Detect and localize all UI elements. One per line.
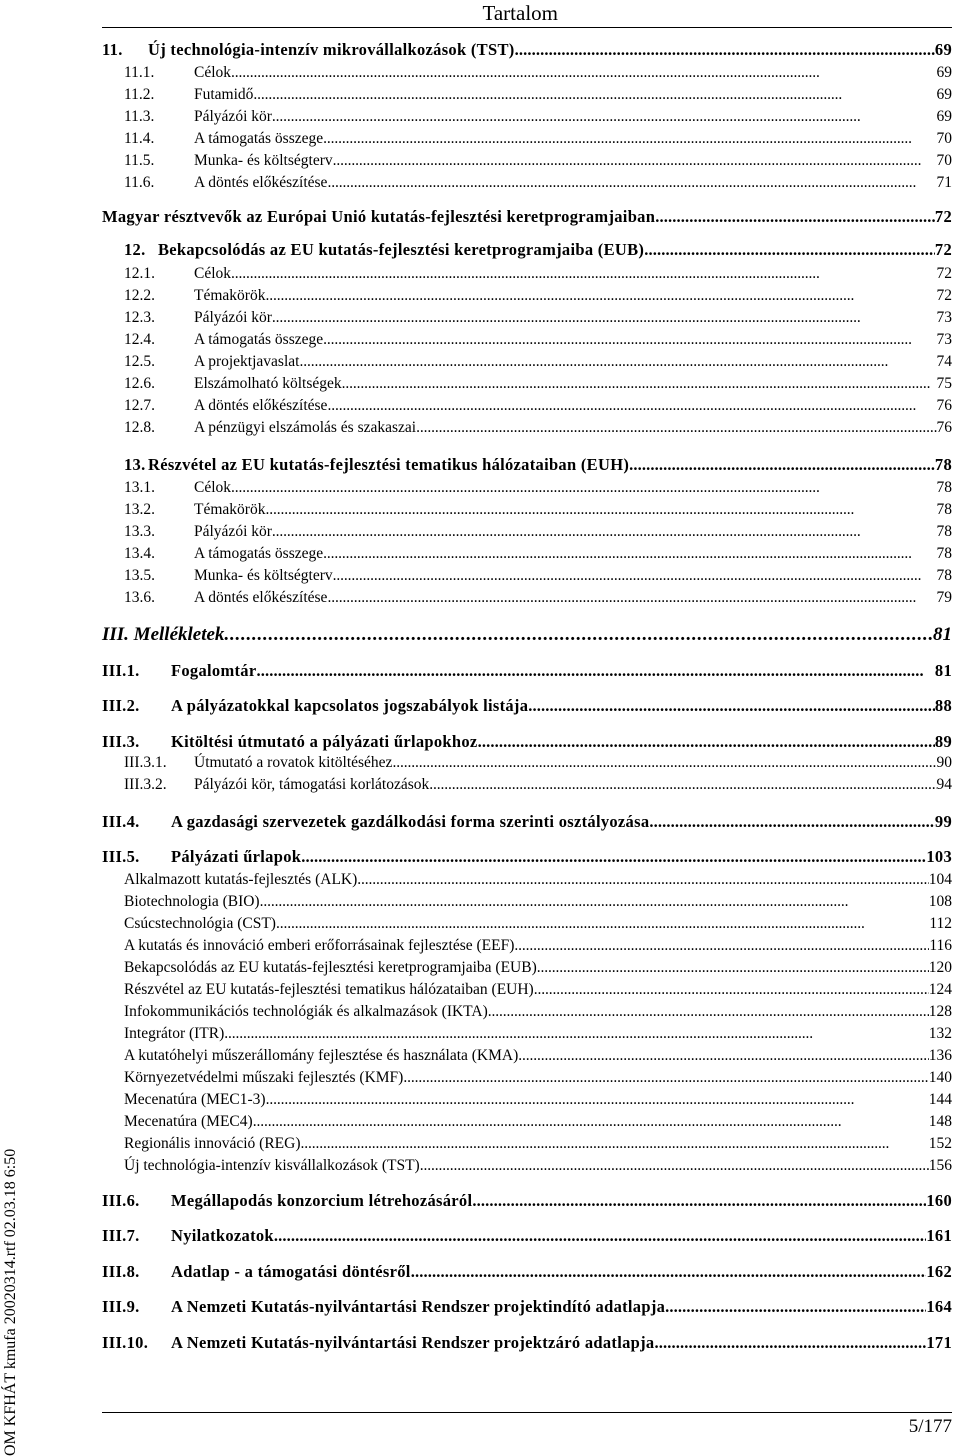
toc-entry[interactable]: A kutatás és innováció emberi erőforrásainak fejlesztése (EEF) . . . 116 <box>124 937 952 955</box>
toc-entry[interactable]: Alkalmazott kutatás-fejlesztés (ALK) . . . 104 <box>124 871 952 889</box>
toc-entry[interactable]: III.2. A pályázatokkal kapcsolatos jogszabályok listája . . . 88 <box>102 696 952 716</box>
toc-entry[interactable]: III.5. Pályázati űrlapok . . . 103 <box>102 847 952 867</box>
toc-entry[interactable]: 13.6. A döntés előkészítése . . . 79 <box>124 589 952 607</box>
toc-entry[interactable]: 12.3. Pályázói kör . . . 73 <box>124 309 952 327</box>
toc-entry[interactable]: 13.3. Pályázói kör . . . 78 <box>124 523 952 541</box>
toc-entry[interactable]: Bekapcsolódás az EU kutatás-fejlesztési keretprogramjaiba (EUB) . . . 120 <box>124 959 952 977</box>
toc-entry[interactable]: III.9. A Nemzeti Kutatás-nyilvántartási Rendszer projektindító adatlapja . . . 164 <box>102 1297 952 1317</box>
side-file-note: OM KFHÁT kmufa 20020314.rtf 02.03.18 6:50 <box>2 1148 19 1456</box>
toc-entry[interactable]: 12.8. A pénzügyi elszámolás és szakaszai . . . 76 <box>124 419 952 437</box>
toc-entry[interactable]: Regionális innováció (REG) . . . 152 <box>124 1135 952 1153</box>
footer-divider <box>102 1412 952 1413</box>
toc-entry[interactable]: Magyar résztvevők az Európai Unió kutatás-fejlesztési keretprogramjaiban . . . 72 <box>102 207 952 227</box>
toc-entry[interactable]: III.3.1. Útmutató a rovatok kitöltéséhez . . . 90 <box>124 754 952 772</box>
toc-entry[interactable]: Integrátor (ITR) . . . 132 <box>124 1025 952 1043</box>
toc-entry[interactable]: III.6. Megállapodás konzorcium létrehozásáról . . . 160 <box>102 1191 952 1211</box>
toc-entry[interactable]: III.1. Fogalomtár . . . 81 <box>102 661 952 681</box>
toc-entry[interactable]: 12.5. A projektjavaslat . . . 74 <box>124 353 952 371</box>
toc-entry[interactable]: Biotechnologia (BIO) . . . 108 <box>124 893 952 911</box>
toc-entry[interactable]: A kutatóhelyi műszerállomány fejlesztése és használata (KMA) . . . 136 <box>124 1047 952 1065</box>
page-number: 5/177 <box>908 1416 952 1437</box>
toc-entry[interactable]: III.4. A gazdasági szervezetek gazdálkodási forma szerinti osztályozása . . . 99 <box>102 812 952 832</box>
toc-entry[interactable]: 11.5. Munka- és költségterv . . . 70 <box>124 152 952 170</box>
toc-entry[interactable]: 11. Új technológia-intenzív mikrovállalkozások (TST) . . . 69 <box>102 40 952 60</box>
toc-entry[interactable]: 12.4. A támogatás összege . . . 73 <box>124 331 952 349</box>
toc-entry[interactable]: III.3.2. Pályázói kör, támogatási korlátozások . . . 94 <box>124 776 952 794</box>
toc-entry[interactable]: III. Mellékletek . . . 81 <box>102 624 952 646</box>
toc-entry[interactable]: 12.7. A döntés előkészítése . . . 76 <box>124 397 952 415</box>
toc-entry[interactable]: Új technológia-intenzív kisvállalkozások (TST) . . . 156 <box>124 1157 952 1175</box>
toc-entry[interactable]: 12.2. Témakörök . . . 72 <box>124 287 952 305</box>
toc-entry[interactable]: 12.1. Célok . . . 72 <box>124 265 952 283</box>
toc-entry[interactable]: 11.2. Futamidő . . . 69 <box>124 86 952 104</box>
header-divider <box>102 27 952 28</box>
toc-entry[interactable]: 11.3. Pályázói kör . . . 69 <box>124 108 952 126</box>
toc-entry[interactable]: 13.5. Munka- és költségterv . . . 78 <box>124 567 952 585</box>
toc-entry[interactable]: Környezetvédelmi műszaki fejlesztés (KMF) . . . 140 <box>124 1069 952 1087</box>
page-header-title: Tartalom <box>482 1 558 25</box>
toc-entry[interactable]: 13.4. A támogatás összege . . . 78 <box>124 545 952 563</box>
toc-entry[interactable]: 13.2. Témakörök . . . 78 <box>124 501 952 519</box>
toc-entry[interactable]: III.10. A Nemzeti Kutatás-nyilvántartási Rendszer projektzáró adatlapja . . . 171 <box>102 1333 952 1353</box>
toc-entry[interactable]: Részvétel az EU kutatás-fejlesztési tematikus hálózataiban (EUH) . . . 124 <box>124 981 952 999</box>
toc-entry[interactable]: 11.1. Célok . . . 69 <box>124 64 952 82</box>
toc-entry[interactable]: Mecenatúra (MEC1-3) . . . 144 <box>124 1091 952 1109</box>
toc-entry[interactable]: 11.4. A támogatás összege . . . 70 <box>124 130 952 148</box>
toc-entry[interactable]: 12. Bekapcsolódás az EU kutatás-fejlesztési keretprogramjaiba (EUB) . . . 72 <box>124 240 952 260</box>
toc-entry[interactable]: Infokommunikációs technológiák és alkalmazások (IKTA) . . . 128 <box>124 1003 952 1021</box>
toc-entry[interactable]: Csúcstechnológia (CST) . . . 112 <box>124 915 952 933</box>
toc-entry[interactable]: III.3. Kitöltési útmutató a pályázati űrlapokhoz . . . 89 <box>102 732 952 752</box>
toc-entry[interactable]: 13. Részvétel az EU kutatás-fejlesztési tematikus hálózataiban (EUH) . . . 78 <box>124 455 952 475</box>
toc-entry[interactable]: III.8. Adatlap - a támogatási döntésről . . . 162 <box>102 1262 952 1282</box>
toc-entry[interactable]: Mecenatúra (MEC4) . . . 148 <box>124 1113 952 1131</box>
toc-entry[interactable]: 12.6. Elszámolható költségek . . . 75 <box>124 375 952 393</box>
toc-entry[interactable]: 11.6. A döntés előkészítése . . . 71 <box>124 174 952 192</box>
toc-entry[interactable]: III.7. Nyilatkozatok . . . 161 <box>102 1226 952 1246</box>
toc-entry[interactable]: 13.1. Célok . . . 78 <box>124 479 952 497</box>
